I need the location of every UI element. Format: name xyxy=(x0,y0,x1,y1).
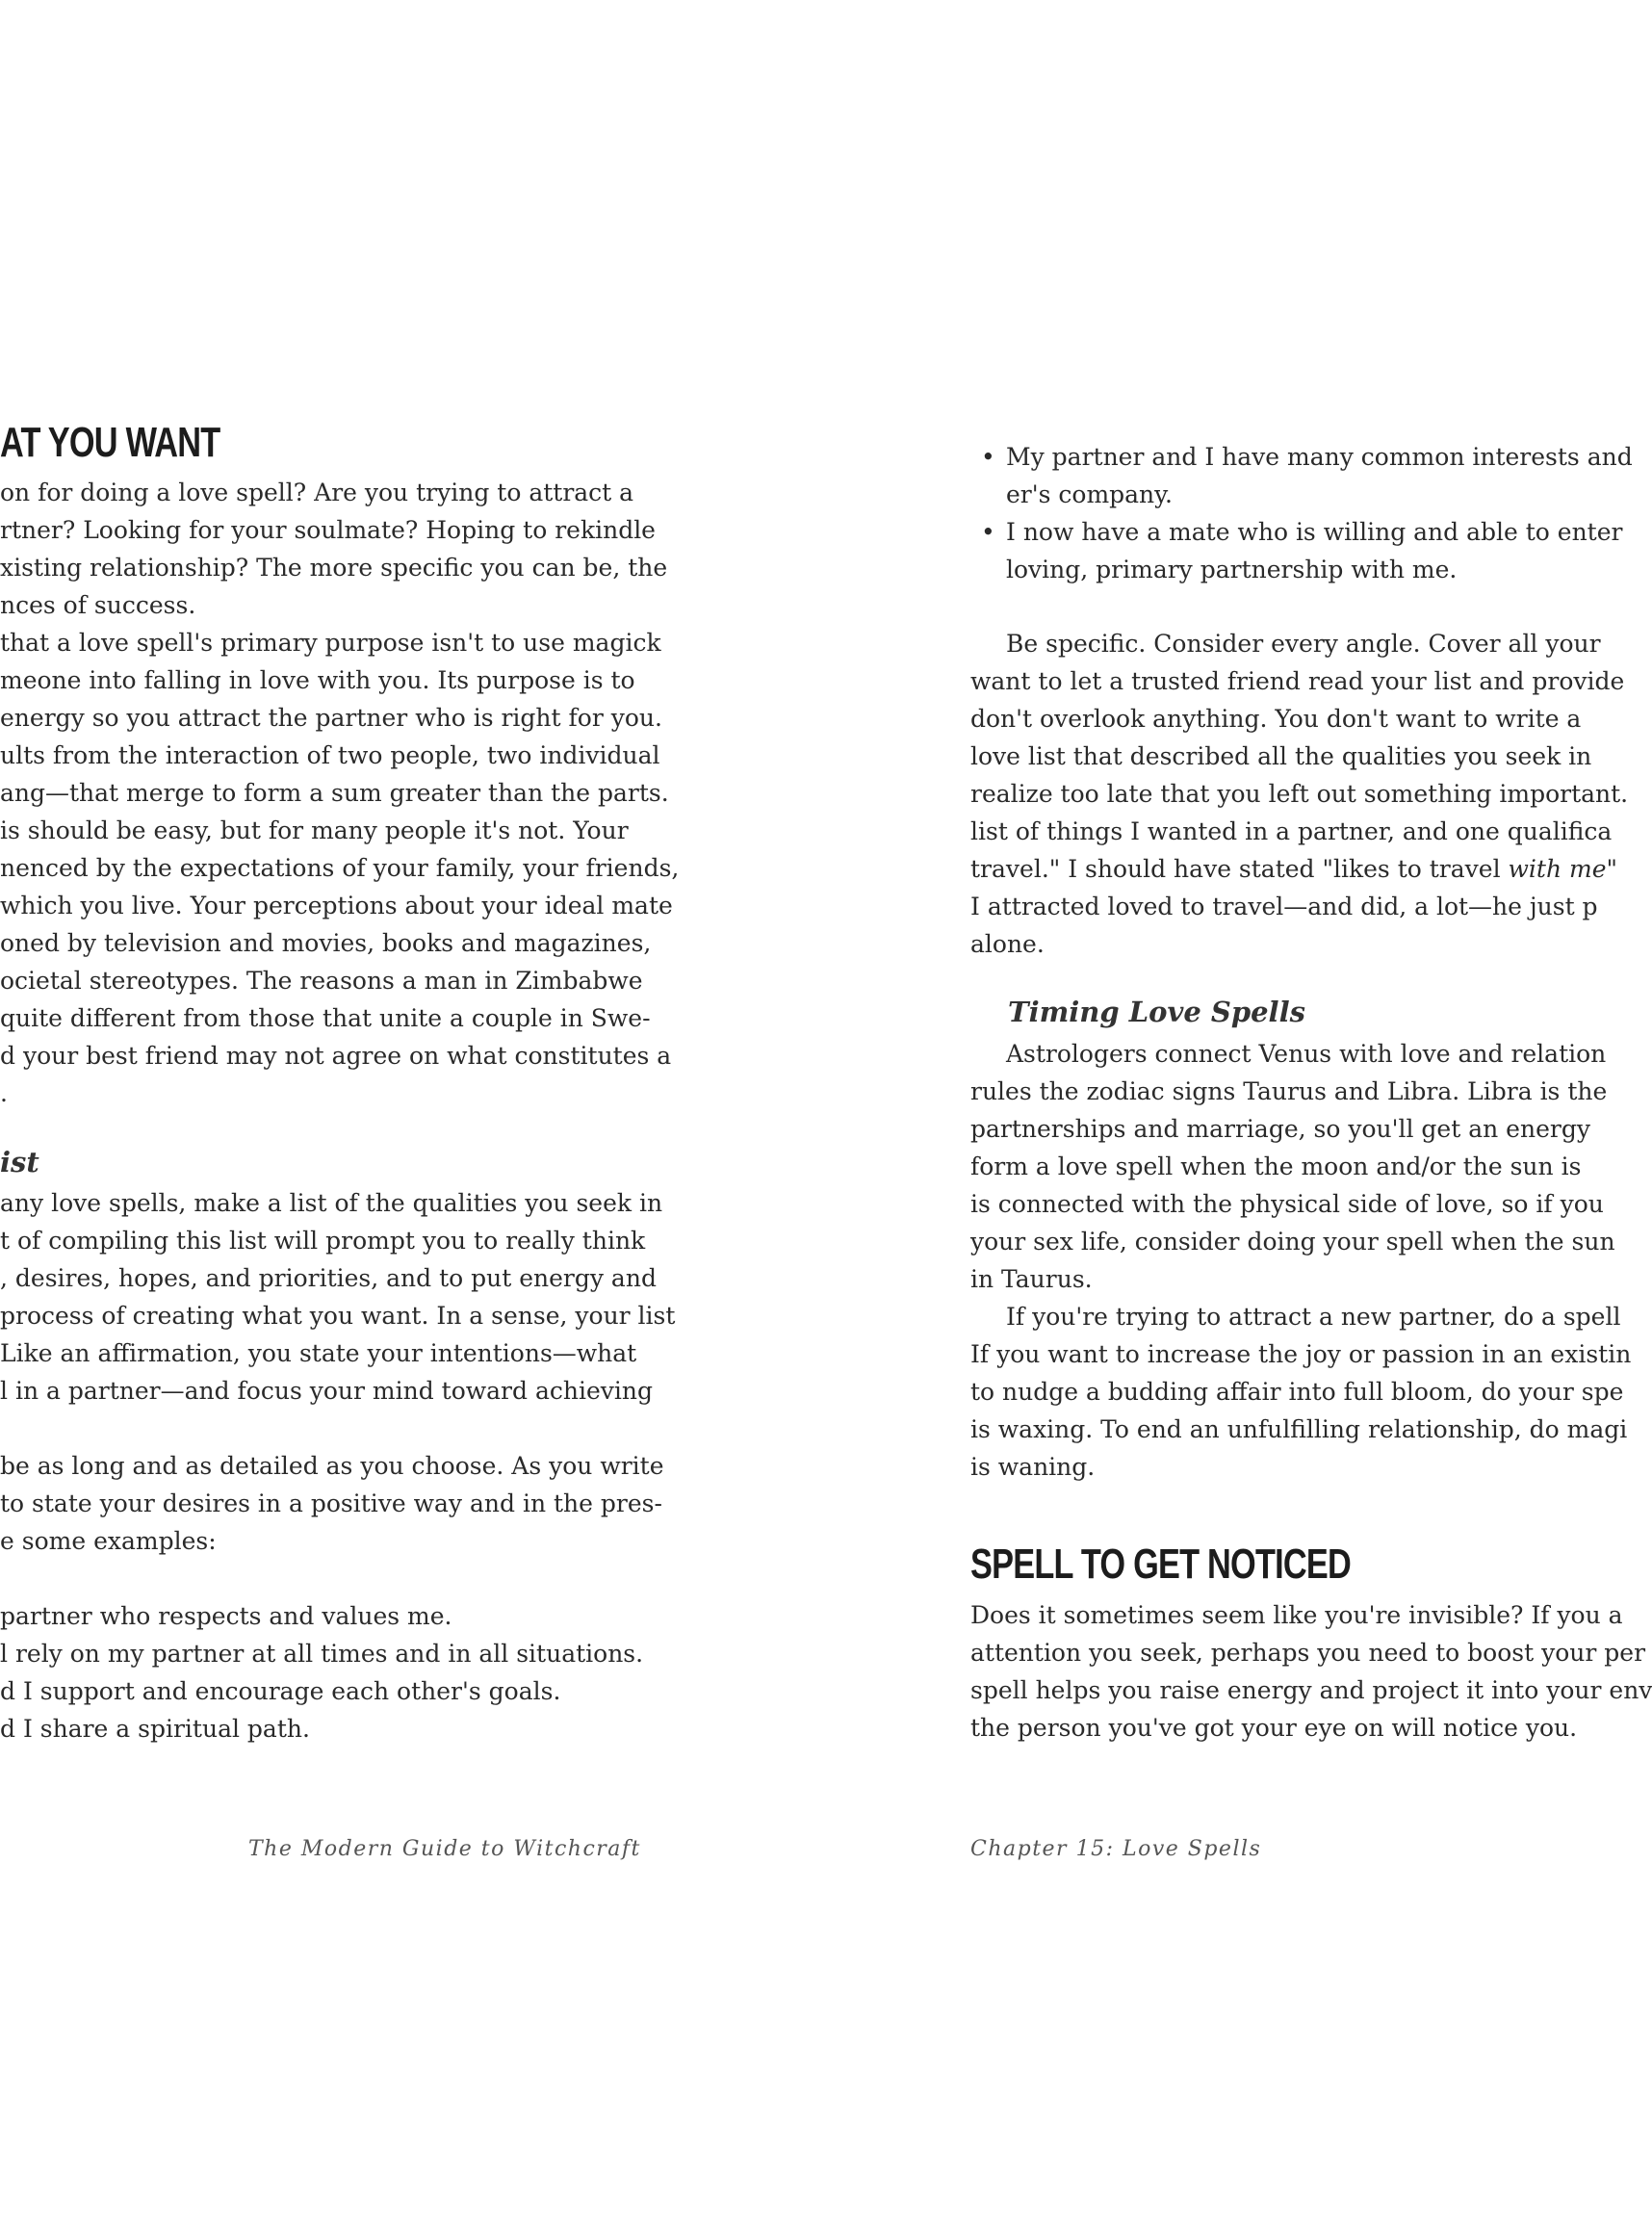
emphasis: with me xyxy=(1508,855,1607,883)
running-footer-chapter: Chapter 15: Love Spells xyxy=(970,1837,1262,1861)
list-item: d I support and encourage each other's goals. xyxy=(0,1677,561,1705)
list-item: d I share a spiritual path. xyxy=(0,1715,310,1743)
subheading-list: ist xyxy=(0,1146,39,1178)
bullet-icon: • xyxy=(981,443,995,471)
list-item: partner who respects and values me. xyxy=(0,1602,452,1630)
list-item: My partner and I have many common interests and xyxy=(1006,443,1633,471)
list-item: I now have a mate who is willing and able to enter xyxy=(1006,518,1623,546)
bullet-icon: • xyxy=(981,518,995,546)
section-heading-what-you-want: AT YOU WANT xyxy=(0,419,220,466)
list-item: l rely on my partner at all times and in all situations. xyxy=(0,1640,644,1668)
right-page: • My partner and I have many common interests and er's company. • I now have a mate who is willing and able to enter loving, primary partnership with me. Be specific. Consider every angle. Cover all your want to let a trusted friend read your list and provide don't overlook anything. You don't want to write a love list that described all the qualities you seek in realize too late that you left out something important. list of things I wanted in a partner, and one qualifica travel." I should have stated "likes to travel with me" I attracted loved to travel—and did, a lot—he just p alone. Timing Love Spells Astrologers connect Venus with love and relation rules the zodiac signs Taurus and Libra. Libra is the partnerships and marriage, so you'll get an energy form a love spell when the moon and/or the sun is is connected with the physical side of love, so if you your sex life, consider doing your spell when the sun in Taurus. If you're trying to attract a new partner, do a spell If you want to increase the joy or passion in an existin to nudge a budding affair into full bloom, do your spe is waxing. To end an unfulfilling relationship, do magi is waning. SPELL TO GET NOTICED Does it sometimes seem like you're invisible? If you a attention you seek, perhaps you need to boost your per spell helps you raise energy and project it into your env the person you've got your eye on will notice you. Chapter 15: Love Spells xyxy=(795,0,1590,2227)
subheading-timing-love-spells: Timing Love Spells xyxy=(1008,996,1305,1028)
section-heading-spell-to-get-noticed: SPELL TO GET NOTICED xyxy=(970,1541,1352,1588)
left-page: AT YOU WANT on for doing a love spell? Are you trying to attract a rtner? Looking for your soulmate? Hoping to rekindle xisting relationship? The more specific you can be, the nces of success. that a love spell's primary purpose isn't to use magick meone into falling in love with you. Its purpose is to energy so you attract the partner who is right for you. ults from the interaction of two people, two individual ang—that merge to form a sum greater than the parts. is should be easy, but for many people it's not. Your nenced by the expectations of your family, your friends, which you live. Your perceptions about your ideal mate oned by television and movies, books and magazines, ocietal stereotypes. The reasons a man in Zimbabwe quite different from those that unite a couple in Swe- d your best friend may not agree on what constitutes a . ist any love spells, make a list of the qualities you seek in t of compiling this list will prompt you to really think , desires, hopes, and priorities, and to put energy and process of creating what you want. In a sense, your list Like an affirmation, you state your intentions—what l in a partner—and focus your mind toward achieving be as long and as detailed as you choose. As you write to state your desires in a positive way and in the pres- e some examples: partner who respects and values me. l rely on my partner at all times and in all situations. d I support and encourage each other's goals. d I share a spiritual path. The Modern Guide to Witchcraft xyxy=(0,419,680,1861)
running-footer-book-title: The Modern Guide to Witchcraft xyxy=(248,1837,641,1861)
